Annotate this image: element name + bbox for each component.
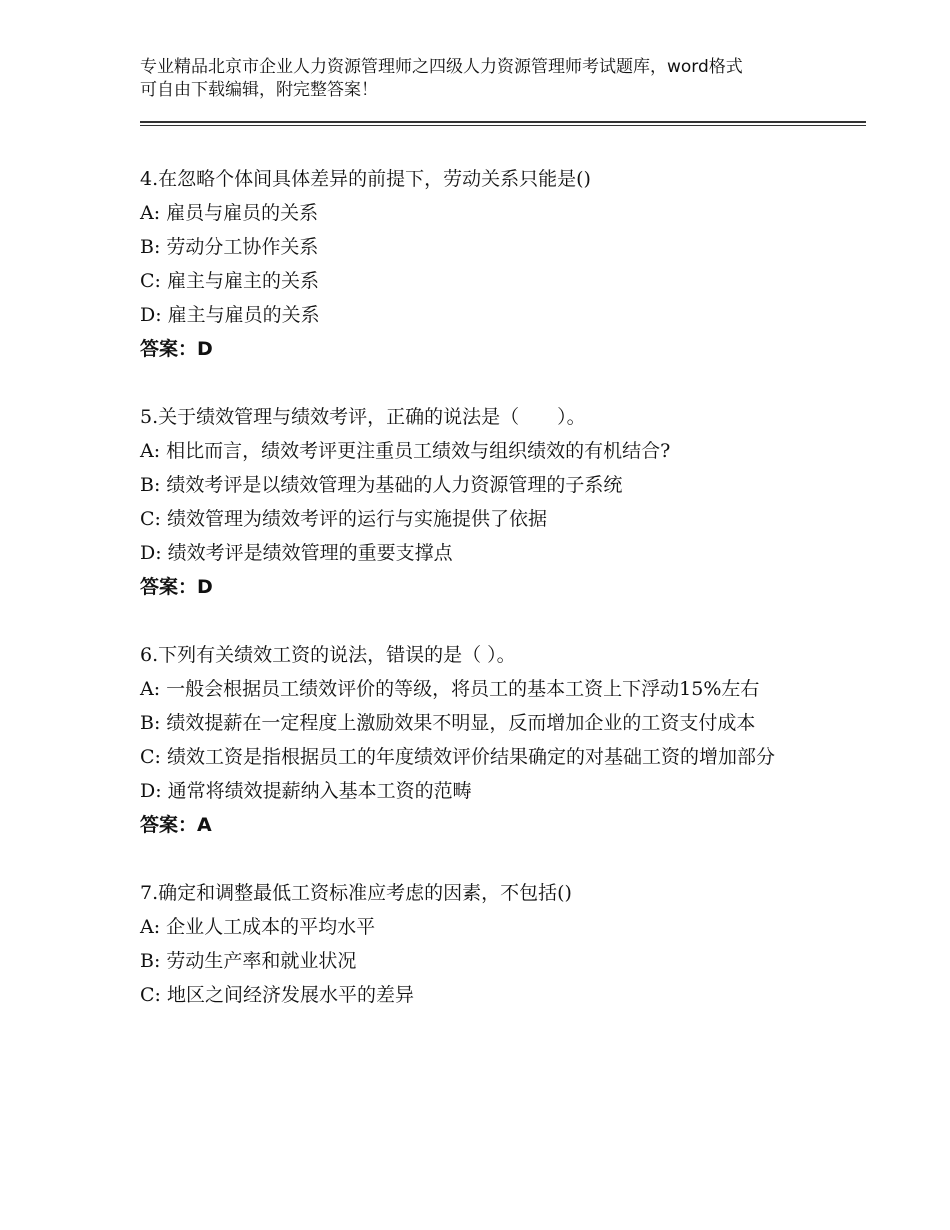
option-b: B: 劳动生产率和就业状况 — [140, 950, 357, 972]
option-a: A: 相比而言，绩效考评更注重员工绩效与组织绩效的有机结合? — [140, 440, 671, 462]
option-a: A: 雇员与雇员的关系 — [140, 202, 319, 224]
option-b: B: 绩效考评是以绩效管理为基础的人力资源管理的子系统 — [140, 474, 623, 496]
question-stem: 6.下列有关绩效工资的说法，错误的是（ ）。 — [140, 644, 516, 666]
option-b: B: 劳动分工协作关系 — [140, 236, 319, 258]
option-a: A: 企业人工成本的平均水平 — [140, 916, 376, 938]
document-header — [140, 56, 840, 102]
question-7 — [140, 876, 820, 1012]
option-d: D: 绩效考评是绩效管理的重要支撑点 — [140, 542, 453, 564]
header-line-1: 专业精品北京市企业人力资源管理师之四级人力资源管理师考试题库，word格式 — [140, 57, 743, 77]
option-d: D: 通常将绩效提薪纳入基本工资的范畴 — [140, 780, 472, 802]
header-divider-thin — [140, 125, 866, 126]
answer: 答案：D — [140, 576, 213, 598]
question-stem: 4.在忽略个体间具体差异的前提下，劳动关系只能是() — [140, 168, 591, 190]
option-c: C: 地区之间经济发展水平的差异 — [140, 984, 414, 1006]
question-5 — [140, 400, 820, 604]
question-list — [140, 162, 820, 1046]
header-line-2: 可自由下载编辑，附完整答案！ — [140, 80, 378, 100]
header-divider-thick — [140, 121, 866, 123]
option-c: C: 绩效工资是指根据员工的年度绩效评价结果确定的对基础工资的增加部分 — [140, 746, 775, 768]
question-stem: 5.关于绩效管理与绩效考评，正确的说法是（ ）。 — [140, 406, 586, 428]
question-4 — [140, 162, 820, 366]
question-6 — [140, 638, 820, 842]
answer: 答案：D — [140, 338, 213, 360]
option-b: B: 绩效提薪在一定程度上激励效果不明显，反而增加企业的工资支付成本 — [140, 712, 756, 734]
option-c: C: 雇主与雇主的关系 — [140, 270, 319, 292]
answer: 答案：A — [140, 814, 212, 836]
option-a: A: 一般会根据员工绩效评价的等级，将员工的基本工资上下浮动15%左右 — [140, 678, 760, 700]
option-c: C: 绩效管理为绩效考评的运行与实施提供了依据 — [140, 508, 547, 530]
option-d: D: 雇主与雇员的关系 — [140, 304, 320, 326]
question-stem: 7.确定和调整最低工资标准应考虑的因素，不包括() — [140, 882, 572, 904]
